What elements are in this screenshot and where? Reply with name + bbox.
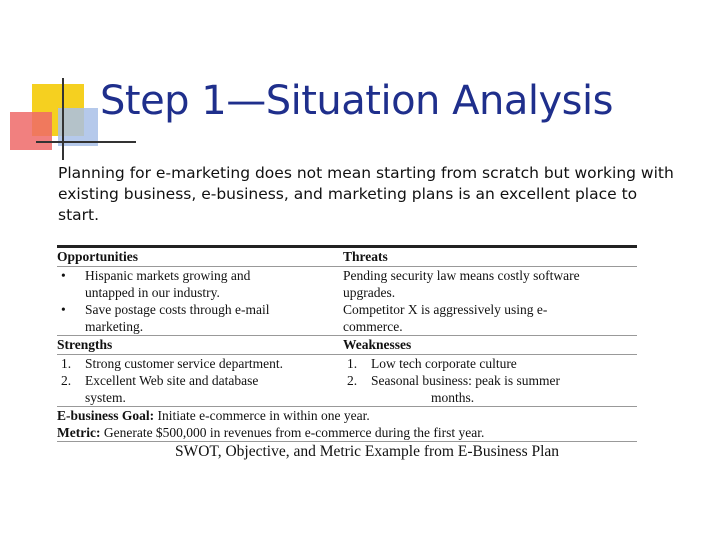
list-item — [343, 355, 637, 372]
list-item-continuation — [57, 284, 343, 301]
opportunities-threats-row — [57, 267, 637, 335]
strengths-header: Strengths — [57, 337, 113, 352]
item-text: system. — [85, 390, 126, 405]
list-item-continuation — [57, 389, 343, 406]
number-marker: 2. — [347, 373, 358, 388]
list-item — [343, 372, 637, 389]
slide-title: Step 1—Situation Analysis — [100, 78, 613, 124]
metric-label: Metric: — [57, 425, 101, 440]
item-text: upgrades. — [343, 285, 396, 300]
item-text: untapped in our industry. — [85, 285, 220, 300]
bullet-marker: • — [61, 302, 66, 317]
list-item — [57, 372, 343, 389]
list-item — [57, 267, 343, 284]
item-text: Pending security law means costly software — [343, 268, 580, 283]
decor-horizontal-line — [36, 141, 136, 143]
decor-red-square — [10, 112, 52, 150]
threats-header: Threats — [343, 249, 388, 264]
item-text: Strong customer service department. — [85, 356, 283, 371]
intro-paragraph: Planning for e-marketing does not mean starting from scratch but working with existing business, e-business, and marketing plans is an excellent place to start. — [58, 164, 674, 224]
threats-list — [343, 267, 637, 335]
header-row-opportunities-threats — [57, 248, 637, 266]
opportunities-list — [57, 267, 343, 335]
list-item — [57, 301, 343, 318]
goal-text: Initiate e-commerce in within one year. — [154, 408, 370, 423]
item-text: marketing. — [85, 319, 144, 334]
header-row-strengths-weaknesses — [57, 336, 637, 354]
number-marker: 1. — [347, 356, 358, 371]
item-text: Low tech corporate culture — [371, 356, 517, 371]
list-item — [57, 355, 343, 372]
swot-table — [57, 245, 637, 462]
ebusiness-goal — [57, 407, 637, 424]
item-text: Seasonal business: peak is summer — [371, 373, 560, 388]
decor-vertical-line — [62, 78, 64, 160]
list-item-continuation — [57, 318, 343, 335]
item-text: Excellent Web site and database — [85, 373, 259, 388]
item-text: Hispanic markets growing and — [85, 268, 251, 283]
table-caption: SWOT, Objective, and Metric Example from E-Business Plan — [57, 441, 637, 462]
list-item-continuation — [343, 389, 637, 406]
item-text: Competitor X is aggressively using e- — [343, 302, 548, 317]
item-text: Save postage costs through e-mail — [85, 302, 270, 317]
strengths-list — [57, 355, 343, 406]
bullet-marker: • — [61, 268, 66, 283]
metric — [57, 424, 637, 441]
weaknesses-list — [343, 355, 637, 406]
goal-label: E-business Goal: — [57, 408, 155, 423]
weaknesses-header: Weaknesses — [343, 337, 412, 352]
item-text: months. — [431, 390, 475, 405]
number-marker: 1. — [61, 356, 72, 371]
item-text: commerce. — [343, 319, 403, 334]
strengths-weaknesses-row — [57, 355, 637, 406]
metric-text: Generate $500,000 in revenues from e-commerce during the first year. — [100, 425, 485, 440]
opportunities-header: Opportunities — [57, 249, 139, 264]
number-marker: 2. — [61, 373, 72, 388]
